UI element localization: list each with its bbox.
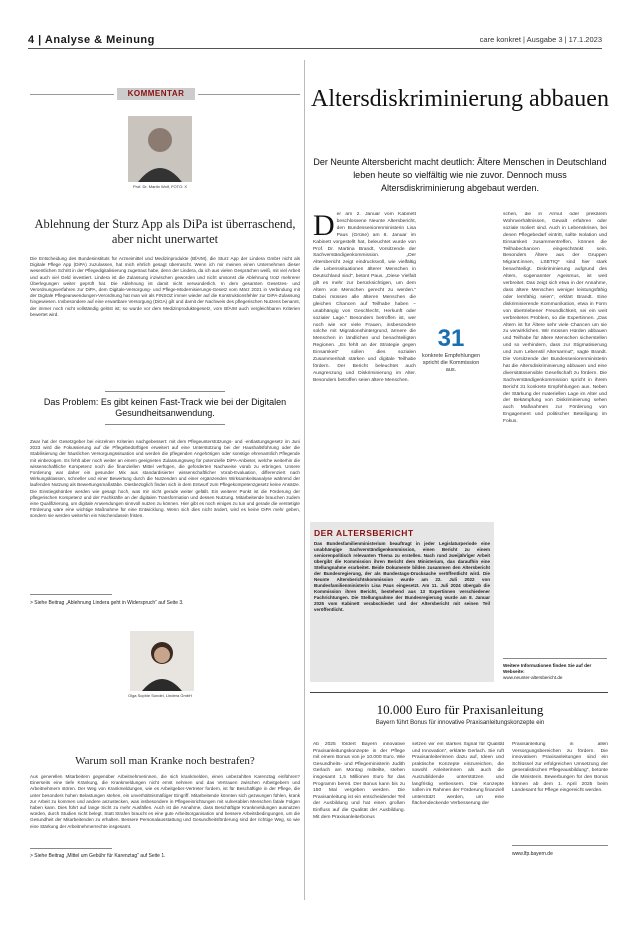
- quote-rule: [105, 424, 225, 425]
- pull-text: konkrete Empfehlungen spricht die Kommission aus.: [421, 353, 481, 373]
- pull-stat: [420, 325, 482, 374]
- portrait-icon: [130, 631, 194, 691]
- issue-info: care konkret | Ausgabe 3 | 17.1.2023: [479, 35, 602, 44]
- sub-headline: 10.000 Euro für Praxisanleitung: [376, 702, 544, 717]
- sub-col-1: Ab 2025 fördert Bayern innovative Praxisanleitungskonzepte in der Pflege mit einem Bonus von je 10.000 Euro. Wie Gesundheits- und Pflegeministerin Judith Gerlach am Montag mitteilte, stehen insgesamt 1,5 Millionen Euro für das Programm bereit. Der Bonus kann bis zu 150 Mal vergeben werden. Die Praxisanleitung ist ein entscheidender Teil der Ausbildung und hat einen großen Einfluss auf die Qualität der Ausbildung. Mit dem Praxisanleiterbonus: [313, 742, 405, 820]
- web-link[interactable]: www.neunter-altersbericht.de: [503, 675, 563, 680]
- article-col-2: schen, die in Armut oder prekärem Wohnverhältnissen, Gewalt erfahren oder soziale Isoliert sind. Auch in Lebenskrisen, bei denen Pflegebedarf eintritt, sollte Isolation und Einsamkeit zusammentreffen, können die Teilhabechancen eingeschränkt sein. Besonders Ältere aus der Gruppen Migrant:innen, LSBTIQ* sind hier stark benachteiligt. Diskriminierung aufgrund des Alters, sogenannter Ageismus, ist weit verbreitet. Das zeigt sich etwa in der Annahme, dass ältere Menschen weniger leistungsfähig oder lernfähig seien“, erklärt Brandt. Eine diskriminierende Kommunikation, etwa in Form von übertriebener Freundlichkeit, sei ein weit verbreitetes Problem, so die Expertinnen. „Das Altern ist für Ältere sehr viele Chancen um sie zu verwirklichen. Wir müssen Hürden abbauen und Teilhabe für ältere Menschen sicherstellen und so verhindern, dass zur Stigmatisierung und zum Lebenstil Altersarmut“, sagte Brandt. Die Vorsitzende der Bundesseniorenministerin hat die Altersdiskriminierung abbauen und eine diversitätssensible Gesellschaft zu fördern. Die Sachverständigenkommission spricht in ihrem Bericht 31 konkrete Empfehlungen aus. Neben der Stärkung der materiellen Lage im Alter und der Bekämpfung von Diskriminierung sehen auch Maßnahmen zur Förderung von Engagement und politischer Beteiligung im Fokus.: [503, 212, 607, 425]
- article-col-1: Der am 2. Januar vom Kabinett beschlossene Neunte Altersbericht, den Bundesseniorenministerin Lisa Paus (Grüne) am 8. Januar im Kabinett vorgestellt hat, beleuchtet wurde von Prof. Dr. Martina Brandt, Vorsitzende der Sachverständigenkommission. „Der Altersbericht zeigt eindrucksvoll, wie vielfältig die Lebenssituationen älterer Menschen in Deutschland sind“, betont Paus. „Diese Vielfalt gilt es mehr zur berücksichtigen, um dem Altern von Menschen gerecht zu werden.“ Dabei müssen alle älteren Menschen die gleichen Chancen auf Teilhabe haben – unabhängig von Geschlecht, Herkunft oder sozialer Lage.“ Besonders betroffen ist, wer noch wie vor viele Frauen, insbesondere solche mit Migrationshintergrund, ärmere die Menschen in ländlichen und benachteiligten Regionen. „Es fehlt an der Strategie gegen Einsamkeit“ sollen dies sozialen Zusammenhalt stärken und digitale Teilhabe fördern. Der Bericht beleuchtet auch Ausgrenzung und Diskriminierung im Alter. Besonders betroffen seien ältere Menschen.: [313, 212, 416, 383]
- comment-body-2: Zwar hat der Gesetzgeber bei einzelnen Kriterien nachgebessert: mit dem Pflegeunterstützungs- und -entlastungsgesetz im Juni 2023 wird die Fokussierung auf die Pflegebedürftigen erweitert auf eine Unterstützung bei der Haushaltsführung oder die Stabilisierung der häuslichen Versorgungssituation und werden die pflegenden Angehörigen oder sonstige ehrenamtlich Pflegende mit einbezogen. Es fehlt aber noch weiter an einem geeigneten Zulassungsweg für potenzielle DiPA-Anbieter, welche weiterhin die wissenschaftliche Kompetenz noch die finanziellen Mittel verfügen, die geforderten Nachweise vorab zu erbringen. Unsere Forderung war daher ein gesunder Mix aus standardisierter wissenschaftlicher Vorab-Evaluation, differenziert nach Wirkungsklassen, schneller und einer Bewertung durch die Nutzenden und einer ergänzenden Wirksamkeitsanalyse während der laufenden Nutzung als Bewertungsmaßstäbe. Diesbezüglich finden sich in dem Entwurf zum Pflegekompetenzgesetz keine Ansätze. Die Einstiegshürden werden wie gesagt hoch, was mir nicht gerade weiter gefällt. Ein weiterer Punkt ist die Förderung der pflegerischen Kompetenz und der Fachkräfte an der digitalen Transformation und dessen Nutzung. Mitarbeitende brauchen zudem eine Qualifizierung, um digitale Anwendungen sinnvoll nutzen zu können. Hier gibt es noch einiges zu tun und gerade die verstetigte Förderung wäre eine wichtige Maßnahme für eine Entwicklung. Wenn sich dies nicht ändert, wird es keine DiPA mehr geben, sondern sie werden weiterhin ein Nischendasein fristen.: [30, 439, 300, 519]
- comment-headline: Ablehnung der Sturz App als DiPa ist überraschend, aber nicht unerwartet: [34, 217, 296, 246]
- article-subtitle: Der Neunte Altersbericht macht deutlich: Ältere Menschen in Deutschland leben heute so vielfältig wie nie zuvor. Dennoch muss Altersdiskriminierung abgebaut werden.: [313, 157, 607, 193]
- drop-cap: D: [313, 212, 335, 242]
- photo-caption: Olga Sophie Sondel, Lindera GmbH: [128, 693, 192, 698]
- photo-caption: Prof. Dr. Martin Wolf, FOTO: X: [132, 184, 188, 189]
- sub-link[interactable]: www.lfp.bayern.de: [512, 851, 553, 857]
- section-title: 4 | Analyse & Meinung: [28, 34, 155, 46]
- sub-col-3: Praxisanleitung in allen Versorgungsbereichen zu fördern. Die innovativen Praxisanleitungen sind ein Schlüssel zur erfolgreichen Umsetzung der generalistischen Pflegeausbildung“, betonte die Ministerin. Bewerbungen für den Bonus können ab dem 1. April 2025 beim Landesamt für Pflege eingereicht werden.: [512, 742, 608, 794]
- divider: [512, 845, 608, 846]
- section-rule: [310, 692, 608, 693]
- divider: [503, 658, 607, 659]
- info-box: [310, 522, 494, 682]
- comment-headline-2: Warum soll man Kranke noch bestrafen?: [75, 755, 255, 767]
- pull-quote: Das Problem: Es gibt keinen Fast-Track wie bei der Digitalen Gesundheitsanwendung.: [43, 397, 287, 418]
- quote-rule: [105, 391, 225, 392]
- info-box-title: DER ALTERSBERICHT: [314, 528, 414, 538]
- divider: [30, 848, 112, 849]
- web-reference: Weitere Informationen finden Sie auf der Webseite: www.neunter-altersbericht.de: [503, 663, 607, 681]
- column-rule: [304, 60, 305, 900]
- divider: [30, 94, 114, 95]
- article-title: Altersdiskriminierung abbauen: [311, 86, 609, 112]
- comment-reference: > Siehe Beitrag „Ablehnung Lindera geht in Widerspruch“ auf Seite 3.: [30, 600, 184, 606]
- pull-number: 31: [437, 325, 465, 352]
- sub-col-2: setzen wir ein starkes Signal für Qualität und Innovation“, erklärte Gerlach. Sie ruft Praxisanleiterinnen dazu auf, Ideen und praktische Konzepte einzureichen, die sowohl Anleiterinnen als auch die Auszubildende unterstützen und langfristig verbessern. Die Konzepte sollen im Rahmen der Förderung finanziell unterstützt werden, um eine flächendeckende Verbesserung der: [412, 742, 504, 807]
- kommentar-label: KOMMENTAR: [117, 88, 195, 100]
- page-header: [28, 34, 602, 49]
- author-photo-1: [128, 116, 192, 182]
- divider: [30, 594, 112, 595]
- comment-body-3: Aus generellen Mitarbeitern gegenüber Arbeitnehmerinnen, die sich krankmelden, einen unbezahlten Karenztag einführen? Einerseits eine tiefe Kränkung, die Krankmeldungen nicht ernst nehmen und das Vertrauen zwischen Arbeitgebern und Arbeitnehmern stören. Der Weg von Krankmeldungen, wie es Arbeitgeber-Vertreter fordern, ist für Beschäftigte in der Pflege, die unter besonders hohen Belastungen stehen, ein unverhältnismäßiger Eingriff. Mitarbeitende könnten sich gezwungen fühlen, krank zur Arbeit zu kommen und andere anzustecken, was insbesondere in Pflegeeinrichtungen mit vulnerablen Menschen fatale Folgen haben kann. Dies führt auf lange Sicht zu mehr Ausfällen. Auch ist die Annahme, dass Beschäftigte Krankmeldungen ausnutzen würden, durch Studien nicht belegt. Statt Strafen braucht es eine gute Arbeitsorganisation und bessere Arbeitsbedingungen, um die Gesundheit der Mitarbeitenden zu erhalten. Bessere Personalausstattung und Gesundheitsförderung sind der richtige Weg, so wie eine Stärkung der Arbeitnehmerrechte insgesamt.: [30, 774, 300, 829]
- comment-reference-2: > Siehe Beitrag „Mittel um Gebühr für Karenztag“ auf Seite 1.: [30, 853, 166, 859]
- info-box-text: Das Bundesfamilienministerium beauftragt in jeder Legislaturperiode eine unabhängige Sachverständigenkommission, einen Bericht zu einem seniorenpolitisch relevanten Thema zu erstellen. Nach rund zweijähriger Arbeit übergibt die Kommission ihren Bericht dem Ministerium, das daraufhin eine Stellungnahme erarbeitet. Beide Dokumente bilden zusammen den Altersbericht der Bundesregierung, der als Bundestags-Drucksache veröffentlicht wird. Die Neunte Altersberichtskommission wurde am 22. Juli 2022 von Bundesfamilienministerin Lisa Paus eingesetzt. Am 11. Juli 2024 übergab die Kommission ihren Bericht, bestehend aus 13 Expertinnen verschiedener Fachrichtungen. Die Stellungnahme der Bundesregierung wurde am 8. Januar 2025 vom Kabinett verabschiedet und der Altersbericht mit seinen Teil veröffentlicht.: [314, 541, 490, 612]
- comment-body-1: Die Entscheidung des Bundesinstituts für Arzneimittel und Medizinprodukte (BfArM), die Sturz App der Lindera GmbH nicht als Digitale Pflege App (DiPA) zuzulassen, hat mich ehrlich gesagt überrascht. Wenn ich mir meinen einen Unternehmen dieser wesentlichen Schritt in der Pflegedigitalisierung zugetraut habe, denn der Lindera, da ich aus vielen Gesprächen weiß, mit viel Arbeit und auch viel Geld investiert. Lindera ist die Zulassung inzwischen geworden und nicht umsonst die Ablehnung trotz mehrerer Überlegungen weiter geprüft hat. Die Ablehnung ist damit nicht verwunderlich. In dem gesamten Gesetzes- und Verordnungsverfahren zur DiPA, dem Digitale-Versorgung- und Pflege-Modernisierungs-Gesetz vom März 2021 in Verbindung mit der Digitale Pflegeanwendungen-Verordnung hat man wir als FINSOZ immer wieder auf die Konstruktionsfehler zur DiPA-Zulassung hingewiesen. Insbesondere auf eine erwartbare Versorgung (DiGA) gilt und damit der Nachweis des pflegerischen Nutzens benannt, der immer noch nicht vollständig gelöst ist; so wurde vor dem Medizinproduktegesetz, vom BfArM auch vergleichbaren Kriterien bewertet wird.: [30, 256, 300, 317]
- sub-subtitle: Bayern führt Bonus für innovative Praxisanleitungskonzepte ein: [375, 720, 545, 726]
- author-photo-2: [130, 631, 194, 691]
- divider: [198, 94, 300, 95]
- portrait-icon: [128, 116, 192, 182]
